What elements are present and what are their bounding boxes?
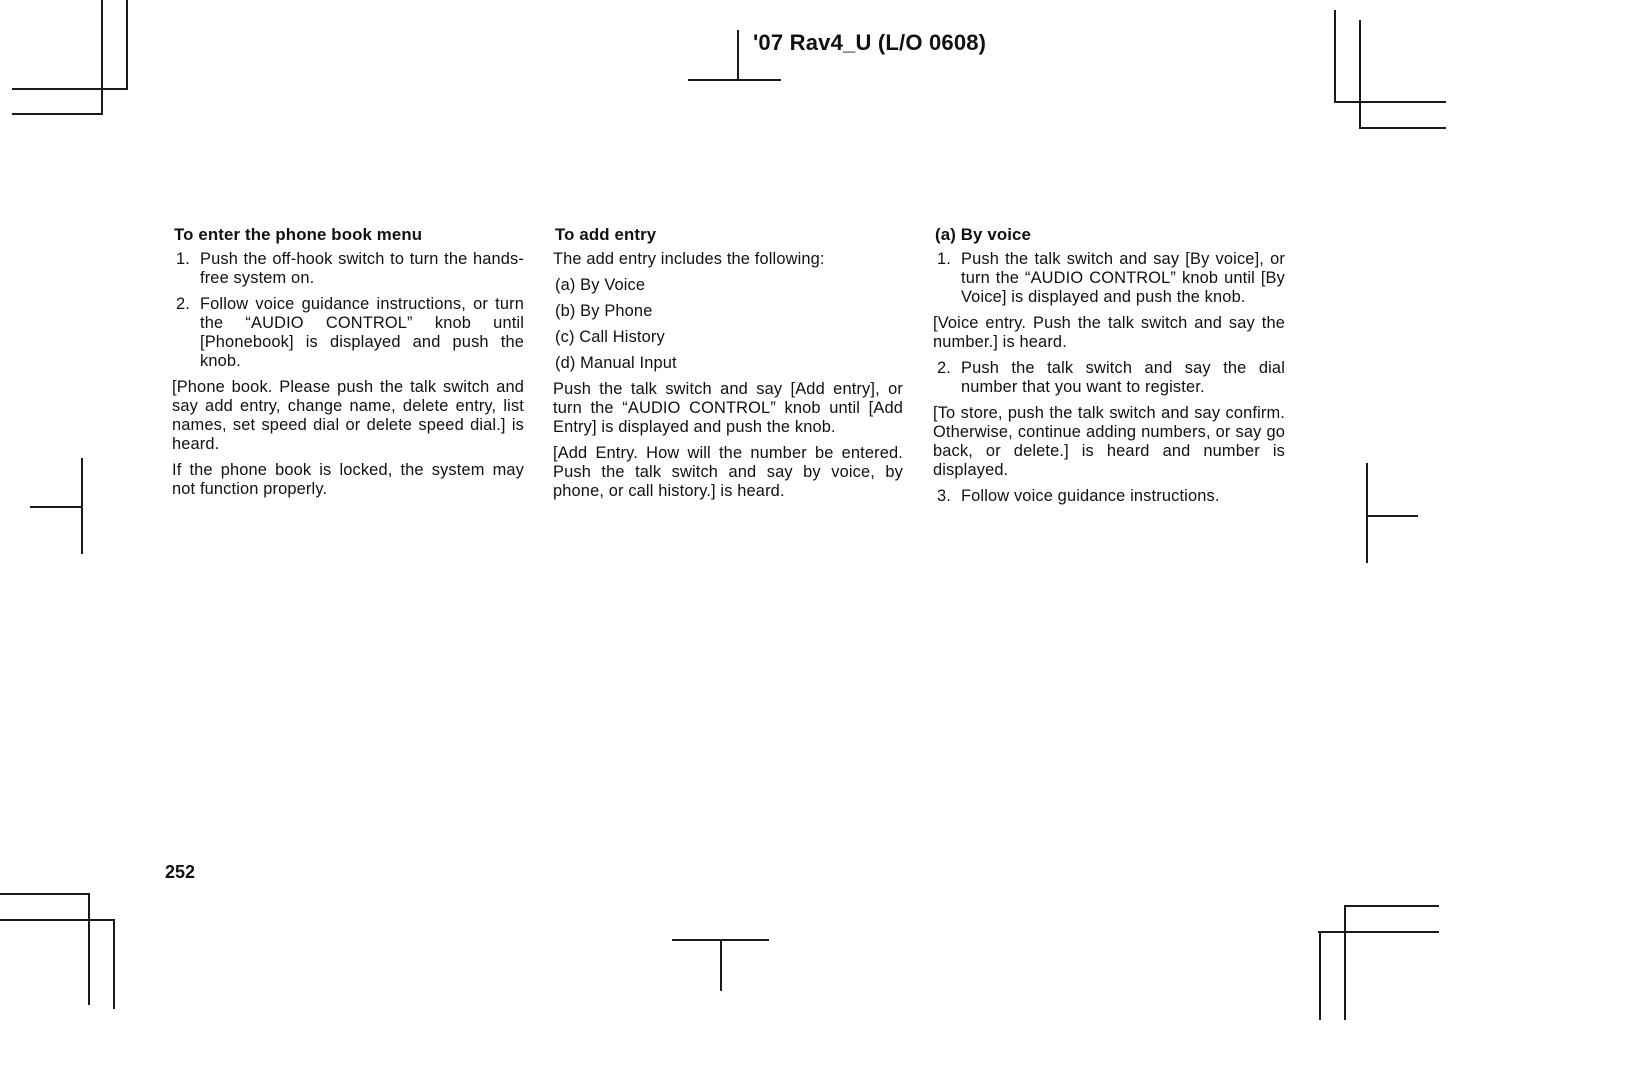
step-text: Follow voice guidance instructions, or turn the “AUDIO CONTROL” knob until [Phonebook] is displayed and push the knob. bbox=[200, 295, 524, 370]
step-text: Push the off-hook switch to turn the hands-free system on. bbox=[200, 250, 524, 287]
document-header: '07 Rav4_U (L/O 0608) bbox=[753, 30, 987, 55]
step-3 bbox=[933, 487, 1285, 506]
option-item: (d) Manual Input bbox=[555, 354, 677, 372]
step-number: 2. bbox=[176, 295, 190, 313]
step-text: Follow voice guidance instructions. bbox=[961, 487, 1220, 505]
step-text: Push the talk switch and say the dial number that you want to register. bbox=[961, 359, 1285, 396]
page-number: 252 bbox=[165, 862, 196, 882]
option-item: (b) By Phone bbox=[555, 302, 653, 320]
step-2 bbox=[172, 295, 524, 371]
section-heading: (a) By voice bbox=[935, 225, 1031, 244]
step-1 bbox=[172, 250, 524, 288]
voice-prompt-text: [Voice entry. Push the talk switch and say the number.] is heard. bbox=[933, 314, 1285, 351]
step-number: 1. bbox=[176, 250, 190, 268]
intro-text: The add entry includes the following: bbox=[553, 250, 825, 268]
section-heading: To add entry bbox=[555, 225, 657, 244]
column-by-voice bbox=[933, 225, 1285, 513]
option-item: (c) Call History bbox=[555, 328, 665, 346]
option-item: (a) By Voice bbox=[555, 276, 646, 294]
column-add-entry bbox=[553, 225, 903, 508]
voice-prompt-text: [Phone book. Please push the talk switch and say add entry, change name, delete entry, list names, set speed dial or delete speed dial.] is heard. bbox=[172, 378, 524, 453]
voice-prompt-text: [To store, push the talk switch and say confirm. Otherwise, continue adding numbers, or say go back, or delete.] is heard and number is displayed. bbox=[933, 404, 1285, 479]
step-text: Push the talk switch and say [By voice], or turn the “AUDIO CONTROL” knob until [By Voice] is displayed and push the knob. bbox=[961, 250, 1285, 306]
step-number: 3. bbox=[937, 487, 951, 505]
section-heading: To enter the phone book menu bbox=[174, 225, 423, 244]
voice-prompt-text: [Add Entry. How will the number be entered. Push the talk switch and say by voice, by phone, or call history.] is heard. bbox=[553, 444, 903, 500]
instruction-text: Push the talk switch and say [Add entry], or turn the “AUDIO CONTROL” knob until [Add Entry] is displayed and push the knob. bbox=[553, 380, 903, 436]
step-1 bbox=[933, 250, 1285, 307]
step-number: 1. bbox=[937, 250, 951, 268]
column-phone-book-menu bbox=[172, 225, 524, 506]
locked-note-text: If the phone book is locked, the system may not function properly. bbox=[172, 461, 524, 498]
step-2 bbox=[933, 359, 1285, 397]
step-number: 2. bbox=[937, 359, 951, 377]
